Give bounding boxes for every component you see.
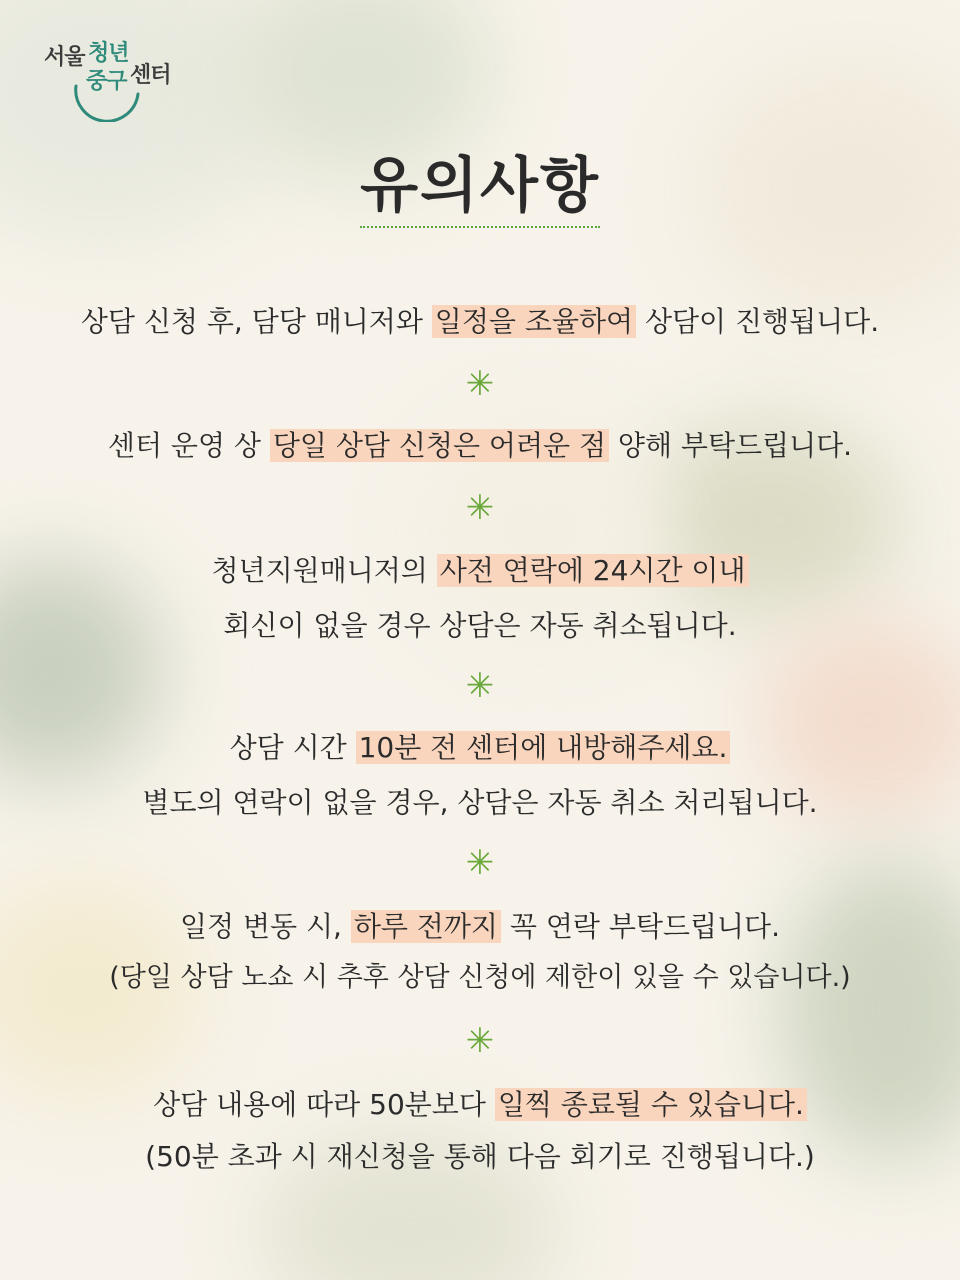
notice-highlight: 사전 연락에 24시간 이내 <box>437 554 749 587</box>
notice-text: 센터 운영 상 <box>107 429 270 462</box>
notice-text: (50분 초과 시 재신청을 통해 다음 회기로 진행됩니다.) <box>145 1140 815 1173</box>
notice-4-line-1 <box>0 726 960 770</box>
logo <box>42 34 182 122</box>
logo-text-youth: 청년 <box>88 41 129 66</box>
notice-5-line-1 <box>0 905 960 949</box>
notice-2-line-1 <box>0 424 960 468</box>
notice-text: 상담 내용에 따라 50분보다 <box>153 1088 495 1121</box>
notice-text: (당일 상담 노쇼 시 추후 상담 신청에 제한이 있을 수 있습니다.) <box>109 962 851 993</box>
notice-text: 상담이 진행됩니다. <box>636 305 880 338</box>
notice-highlight: 일정을 조율하여 <box>432 305 636 338</box>
notice-text: 상담 시간 <box>229 731 356 764</box>
logo-text-junggu: 중구 <box>86 69 127 94</box>
notice-text: 상담 신청 후, 담당 매니저와 <box>80 305 432 338</box>
asterisk-icon: ✳ <box>465 843 495 883</box>
notice-6-line-1 <box>0 1083 960 1127</box>
logo-text-center: 센터 <box>130 63 171 88</box>
notice-text: 청년지원매니저의 <box>211 554 437 587</box>
notice-highlight: 10분 전 센터에 내방해주세요. <box>356 731 731 764</box>
notice-text: 별도의 연락이 없을 경우, 상담은 자동 취소 처리됩니다. <box>142 786 818 819</box>
notice-text: 회신이 없을 경우 상담은 자동 취소됩니다. <box>223 609 737 642</box>
asterisk-icon: ✳ <box>465 666 495 706</box>
notice-text: 일정 변동 시, <box>179 910 351 943</box>
asterisk-icon: ✳ <box>465 364 495 404</box>
notice-5-line-2 <box>0 956 960 1000</box>
notice-3-line-2 <box>0 604 960 648</box>
notice-text: 양해 부탁드립니다. <box>609 429 853 462</box>
notice-3-line-1 <box>0 549 960 593</box>
page-title: 유의사항 <box>360 151 600 221</box>
notice-4-line-2 <box>0 781 960 825</box>
title-divider <box>360 226 600 228</box>
notice-1-line-1 <box>0 300 960 344</box>
logo-text-seoul: 서울 <box>44 45 85 70</box>
notice-highlight: 당일 상담 신청은 어려운 점 <box>270 429 609 462</box>
asterisk-icon: ✳ <box>465 488 495 528</box>
notice-6-line-2 <box>0 1135 960 1179</box>
asterisk-icon: ✳ <box>465 1021 495 1061</box>
notice-highlight: 하루 전까지 <box>351 910 501 943</box>
notice-text: 꼭 연락 부탁드립니다. <box>500 910 781 943</box>
notice-highlight: 일찍 종료될 수 있습니다. <box>495 1088 807 1121</box>
